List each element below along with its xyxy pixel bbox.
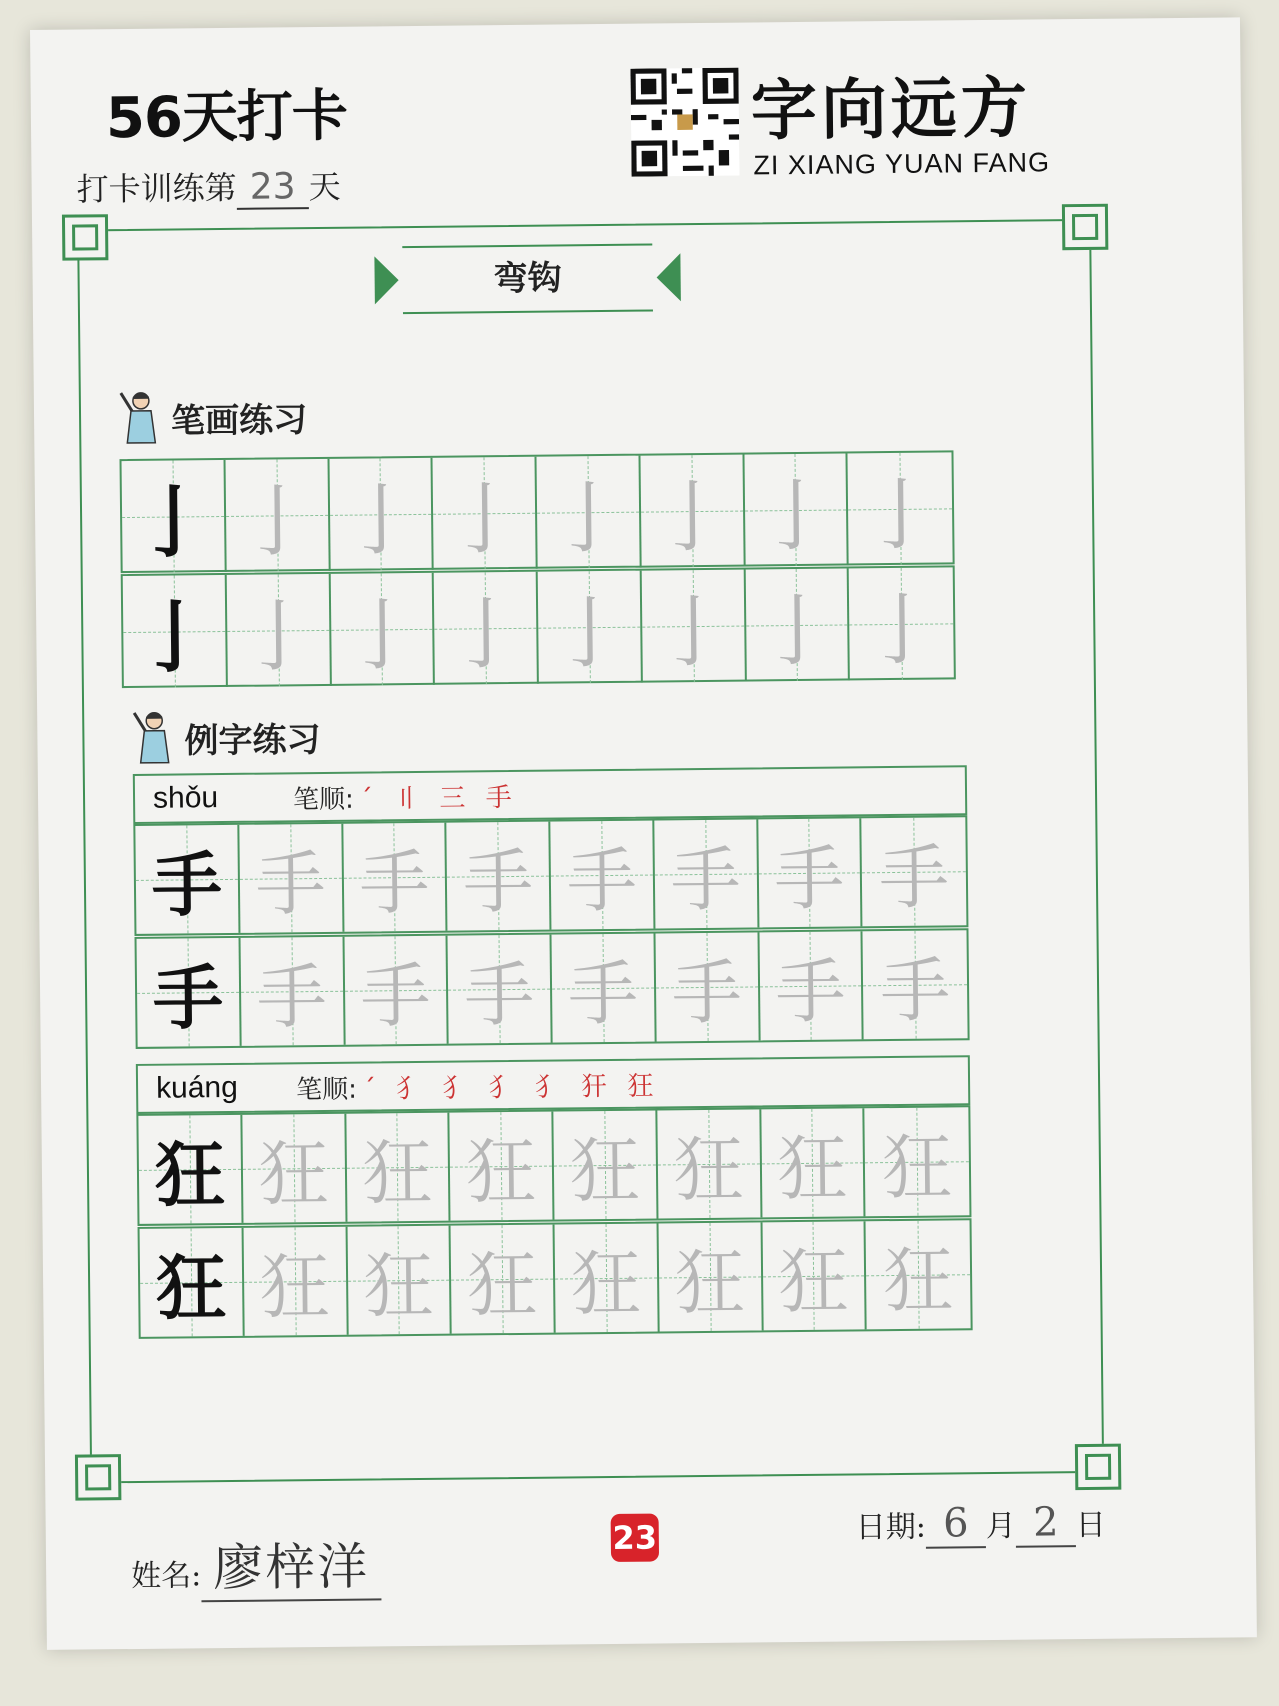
writing-cell[interactable]: 手 (863, 930, 968, 1039)
writing-cell[interactable]: 狂 (140, 1228, 245, 1337)
writing-cell[interactable]: 亅 (536, 456, 641, 569)
scholar-figure-icon (119, 389, 162, 447)
day-label: 日 (1075, 1507, 1107, 1544)
stroke-grid-row-1 (119, 450, 954, 573)
writing-cell[interactable]: 亅 (123, 575, 228, 688)
stroke-practice-heading (119, 387, 308, 447)
worksheet-page (30, 17, 1257, 1650)
stroke-practice-label: 笔画练习 (170, 399, 308, 442)
writing-cell[interactable]: 狂 (553, 1110, 658, 1219)
writing-cell[interactable]: 狂 (346, 1113, 451, 1222)
corner-ornament-icon (62, 214, 108, 260)
writing-cell[interactable]: 狂 (761, 1108, 866, 1217)
writing-cell[interactable]: 手 (343, 823, 448, 932)
month-label: 月 (985, 1508, 1017, 1545)
writing-cell[interactable]: 狂 (762, 1221, 867, 1330)
writing-cell[interactable]: 手 (655, 932, 760, 1041)
writing-cell[interactable]: 亅 (330, 573, 435, 686)
date-field (855, 1499, 1106, 1550)
writing-cell[interactable]: 手 (239, 824, 344, 933)
corner-ornament-icon (1062, 204, 1108, 250)
example-practice-label: 例字练习 (184, 719, 321, 761)
example-practice-heading (132, 707, 321, 767)
writing-cell[interactable]: 手 (240, 937, 345, 1046)
writing-cell[interactable]: 狂 (451, 1225, 556, 1334)
writing-cell[interactable]: 亅 (745, 568, 850, 681)
day-suffix: 天 (308, 167, 341, 207)
lesson-banner: 弯钩 (402, 243, 653, 314)
char-grid-shou-row-1 (133, 815, 968, 936)
writing-cell[interactable]: 亅 (849, 567, 954, 680)
writing-cell[interactable]: 狂 (555, 1223, 660, 1332)
writing-cell[interactable]: 手 (862, 817, 967, 926)
day-counter (76, 162, 341, 212)
scholar-figure-icon (132, 709, 175, 767)
writing-cell[interactable]: 亅 (744, 453, 849, 566)
pinyin-bar-shou (133, 765, 967, 824)
writing-cell[interactable]: 狂 (138, 1115, 243, 1224)
name-label: 姓名: (131, 1558, 202, 1595)
stroke-grid-row-2 (121, 565, 956, 688)
writing-cell[interactable]: 狂 (347, 1226, 452, 1335)
writing-cell[interactable]: 亅 (122, 460, 227, 573)
writing-cell[interactable]: 手 (758, 818, 863, 927)
writing-cell[interactable]: 亅 (329, 458, 434, 571)
name-field (131, 1526, 382, 1603)
stroke-order-label: 笔顺: (295, 1074, 358, 1105)
writing-cell[interactable]: 手 (137, 938, 242, 1047)
corner-ornament-icon (1075, 1444, 1121, 1490)
brand-english: ZI XIANG YUAN FANG (753, 147, 1051, 181)
day-number: 23 (236, 166, 308, 210)
pinyin-label: kuáng (155, 1070, 239, 1105)
pinyin-bar-kuang (136, 1055, 970, 1114)
writing-cell[interactable]: 手 (654, 819, 759, 928)
writing-cell[interactable]: 亅 (538, 571, 643, 684)
char-grid-shou-row-2 (135, 928, 970, 1049)
brand-logo: 字向远方 (750, 68, 1032, 150)
writing-cell[interactable]: 狂 (450, 1112, 555, 1221)
stroke-order-sequence: ˊ 犭 犭 犭 犭 犴 狂 (362, 1070, 660, 1105)
writing-cell[interactable]: 手 (447, 822, 552, 931)
writing-cell[interactable]: 狂 (657, 1109, 762, 1218)
pinyin-label: shǒu (152, 781, 219, 815)
char-grid-kuang-row-1 (136, 1105, 971, 1226)
writing-cell[interactable]: 手 (552, 934, 657, 1043)
date-month[interactable]: 6 (926, 1500, 986, 1549)
writing-cell[interactable]: 亅 (433, 457, 538, 570)
char-grid-kuang-row-2 (138, 1218, 973, 1339)
writing-cell[interactable]: 手 (759, 931, 864, 1040)
writing-cell[interactable]: 亅 (225, 459, 330, 572)
page-title: 56天打卡 (105, 83, 348, 152)
date-day[interactable]: 2 (1016, 1499, 1076, 1548)
student-name[interactable]: 廖梓洋 (201, 1526, 382, 1602)
writing-cell[interactable]: 狂 (243, 1227, 348, 1336)
writing-cell[interactable]: 狂 (866, 1220, 971, 1329)
writing-cell[interactable]: 手 (135, 825, 240, 934)
writing-cell[interactable]: 亅 (640, 455, 745, 568)
writing-cell[interactable]: 手 (448, 935, 553, 1044)
writing-cell[interactable]: 亅 (226, 574, 331, 687)
writing-cell[interactable]: 亅 (848, 452, 953, 565)
writing-cell[interactable]: 亅 (434, 572, 539, 685)
day-prefix: 打卡训练第 (76, 168, 237, 209)
page-number-badge: 23 (611, 1513, 660, 1562)
writing-cell[interactable]: 手 (550, 821, 655, 930)
date-label: 日期: (855, 1509, 927, 1546)
writing-cell[interactable]: 狂 (865, 1107, 970, 1216)
stroke-order-label: 笔顺: (292, 784, 354, 815)
writing-cell[interactable]: 手 (344, 936, 449, 1045)
writing-cell[interactable]: 狂 (658, 1222, 763, 1331)
corner-ornament-icon (75, 1454, 121, 1500)
qr-code-icon (630, 68, 739, 177)
stroke-order-sequence: ˊ 〢 三 手 (359, 782, 518, 815)
writing-cell[interactable]: 狂 (242, 1114, 347, 1223)
writing-cell[interactable]: 亅 (641, 570, 746, 683)
